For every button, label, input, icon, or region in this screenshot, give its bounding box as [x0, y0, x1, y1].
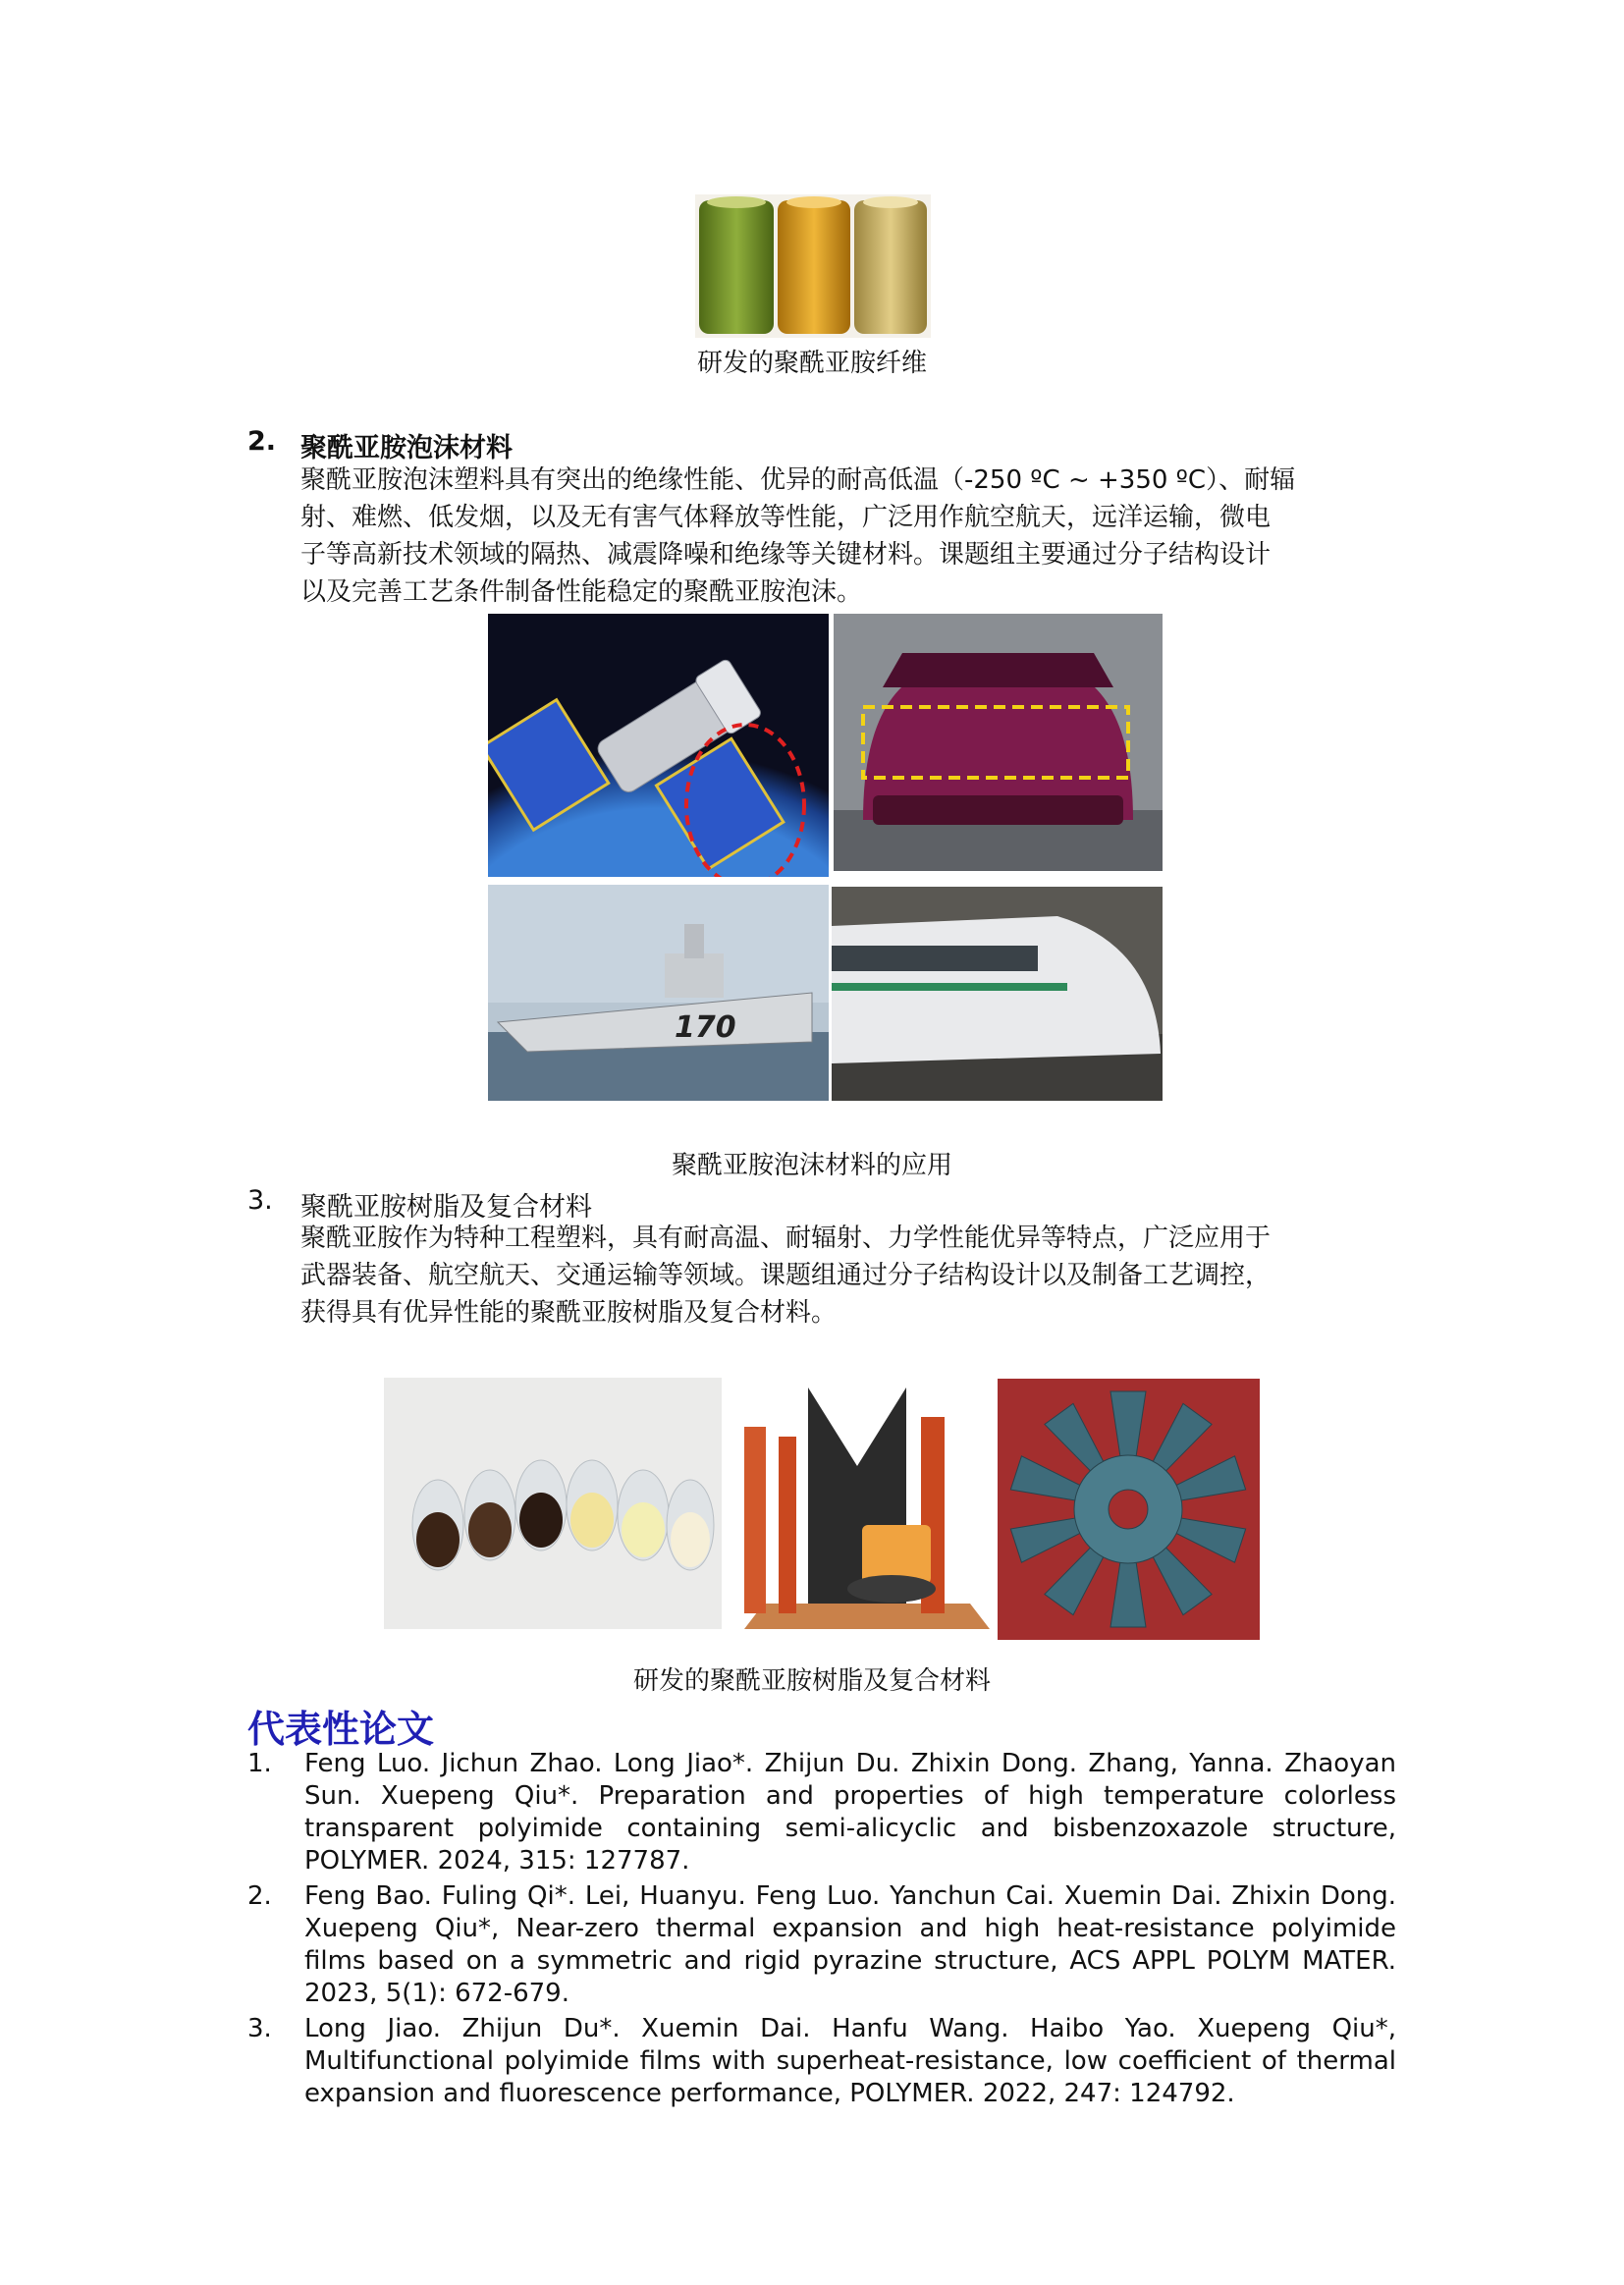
composite-parts-photo: [725, 1378, 990, 1629]
fiber-caption: 研发的聚酰亚胺纤维: [696, 349, 927, 378]
publication-number: 2.: [247, 1881, 272, 1911]
paragraph-line: 聚酰亚胺作为特种工程塑料，具有耐高温、耐辐射、力学性能优异等特点，广泛应用于: [300, 1224, 1272, 1253]
foam-caption: 聚酰亚胺泡沫材料的应用: [671, 1151, 952, 1180]
car-photo: [834, 614, 1163, 871]
paragraph-line: 武器装备、航空航天、交通运输等领域。课题组通过分子结构设计以及制备工艺调控，: [300, 1261, 1272, 1290]
hull-number: 170: [675, 1010, 736, 1045]
section-3-title: 聚酰亚胺树脂及复合材料: [300, 1192, 592, 1223]
section-2-number: 2.: [247, 426, 277, 457]
train-photo: [832, 887, 1163, 1101]
section-3-number: 3.: [247, 1185, 273, 1216]
resin-caption: 研发的聚酰亚胺树脂及复合材料: [632, 1666, 991, 1696]
fan-photo: [998, 1379, 1260, 1640]
paragraph-line: 子等高新技术领域的隔热、减震降噪和绝缘等关键材料。课题组主要通过分子结构设计: [300, 540, 1272, 570]
publication-item: Feng Bao. Fuling Qi*. Lei, Huanyu. Feng Luo. Yanchun Cai. Xuemin Dai. Zhixin Dong. Xuepeng Qiu*, Near-zero thermal expansion and high heat-resistance polyimide films based on a symmetric and rigid pyrazine structure, ACS APPL POLYM MATER. 2023, 5(1): 672-679.: [304, 1881, 1396, 2008]
publication-item: Long Jiao. Zhijun Du*. Xuemin Dai. Hanfu Wang. Haibo Yao. Xuepeng Qiu*, Multifunctional polyimide films with superheat-resistance, low coefficient of thermal expansion and fluorescence performance, POLYMER. 2022, 247: 124792.: [304, 2014, 1396, 2108]
publications-heading: 代表性论文: [247, 1708, 435, 1751]
publication-number: 1.: [247, 1749, 272, 1778]
paragraph-line: 以及完善工艺条件制备性能稳定的聚酰亚胺泡沫。: [300, 577, 863, 607]
polyimide-fiber-photo: [695, 194, 931, 338]
section-2-title: 聚酰亚胺泡沫材料: [300, 433, 513, 463]
publication-number: 3.: [247, 2014, 272, 2043]
publication-item: Feng Luo. Jichun Zhao. Long Jiao*. Zhijun Du. Zhixin Dong. Zhang, Yanna. Zhaoyan Sun. Xuepeng Qiu*. Preparation and properties of high temperature colorless transparent polyimide containing semi-alicyclic and bisbenzoxazole structure, POLYMER. 2024, 315: 127787.: [304, 1749, 1396, 1876]
section-2-paragraph: [300, 462, 1410, 611]
warship-photo: [488, 885, 829, 1101]
resin-powder-photo: [384, 1378, 722, 1629]
section-3-paragraph: [300, 1220, 1410, 1332]
paragraph-line: 聚酰亚胺泡沫塑料具有突出的绝缘性能、优异的耐高低温（-250 ºC ~ +350 ºC）、耐辐: [300, 465, 1296, 495]
paragraph-line: 获得具有优异性能的聚酰亚胺树脂及复合材料。: [300, 1298, 838, 1328]
paragraph-line: 射、难燃、低发烟，以及无有害气体释放等性能，广泛用作航空航天，远洋运输，微电: [300, 503, 1272, 532]
satellite-photo: [488, 614, 829, 877]
